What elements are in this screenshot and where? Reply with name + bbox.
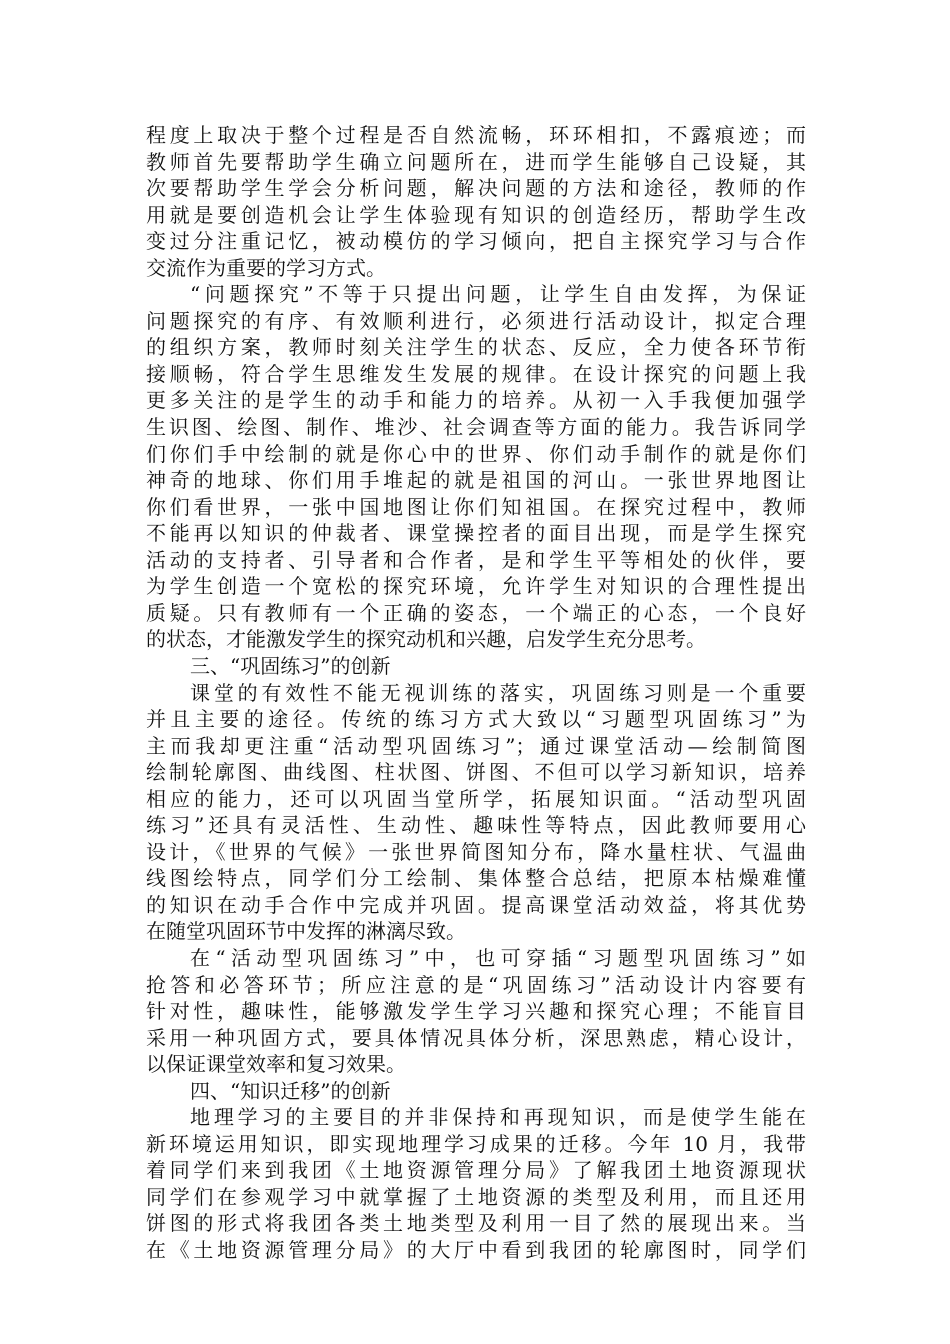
text-line: 新环境运用知识，即实现地理学习成果的迁移。今年 10 月，我带	[146, 1132, 806, 1156]
text-line: 教师首先要帮助学生确立问题所在，进而学生能够自己设疑，其	[146, 150, 806, 174]
text-line: 活动的支持者、引导者和合作者，是和学生平等相处的伙伴，要	[146, 548, 806, 572]
text-line: 的状态，才能激发学生的探究动机和兴趣，启发学生充分思考。	[146, 627, 706, 651]
text-line: 生识图、绘图、制作、堆沙、社会调查等方面的能力。我告诉同学	[146, 415, 806, 439]
text-line: 饼图的形式将我团各类土地类型及利用一目了然的展现出来。当	[146, 1211, 806, 1235]
text-line: 的知识在动手合作中完成并巩固。提高课堂活动效益，将其优势	[146, 893, 806, 917]
text-line: 你们看世界，一张中国地图让你们知祖国。在探究过程中，教师	[146, 495, 806, 519]
section-heading: 四、“知识迁移”的创新	[190, 1079, 391, 1103]
text-line: 质疑。只有教师有一个正确的姿态，一个端正的心态，一个良好	[146, 601, 806, 625]
text-line: 不能再以知识的仲裁者、课堂操控者的面目出现，而是学生探究	[146, 521, 806, 545]
text-line: 交流作为重要的学习方式。	[146, 256, 386, 280]
text-line: 神奇的地球、你们用手堆起的就是祖国的河山。一张世界地图让	[146, 468, 806, 492]
text-line: 课堂的有效性不能无视训练的落实，巩固练习则是一个重要	[190, 681, 806, 705]
text-line: 的组织方案，教师时刻关注学生的状态、反应，全力使各环节衔	[146, 335, 806, 359]
text-line: 接顺畅，符合学生思维发生发展的规律。在设计探究的问题上我	[146, 362, 806, 386]
text-line: 针对性，趣味性，能够激发学生学习兴趣和探究心理；不能盲目	[146, 999, 806, 1023]
text-line: 在“活动型巩固练习”中，也可穿插“习题型巩固练习”如	[190, 946, 806, 970]
text-line: 设计，《世界的气候》一张世界简图知分布，降水量柱状、气温曲	[146, 840, 806, 864]
text-line: 次要帮助学生学会分析问题，解决问题的方法和途径，教师的作	[146, 176, 806, 200]
text-line: 以保证课堂效率和复习效果。	[146, 1052, 406, 1076]
text-line: 绘制轮廓图、曲线图、柱状图、饼图、不但可以学习新知识，培养	[146, 760, 806, 784]
text-line: “问题探究”不等于只提出问题，让学生自由发挥，为保证	[190, 282, 806, 306]
text-line: 更多关注的是学生的动手和能力的培养。从初一入手我便加强学	[146, 388, 806, 412]
text-line: 地理学习的主要目的并非保持和再现知识，而是使学生能在	[190, 1105, 806, 1129]
text-line: 们你们手中绘制的就是你心中的世界、你们动手制作的就是你们	[146, 442, 806, 466]
text-line: 并且主要的途径。传统的练习方式大致以“习题型巩固练习”为	[146, 707, 806, 731]
text-line: 变过分注重记忆，被动模仿的学习倾向，把自主探究学习与合作	[146, 229, 806, 253]
text-line: 用就是要创造机会让学生体验现有知识的创造经历，帮助学生改	[146, 203, 806, 227]
section-heading: 三、“巩固练习”的创新	[190, 654, 391, 678]
text-line: 着同学们来到我团《土地资源管理分局》了解我团土地资源现状	[146, 1158, 806, 1182]
text-line: 同学们在参观学习中就掌握了土地资源的类型及利用，而且还用	[146, 1185, 806, 1209]
text-line: 为学生创造一个宽松的探究环境，允许学生对知识的合理性提出	[146, 574, 806, 598]
text-line: 采用一种巩固方式，要具体情况具体分析，深思熟虑，精心设计，	[146, 1026, 806, 1050]
text-line: 抢答和必答环节；所应注意的是“巩固练习”活动设计内容要有	[146, 973, 806, 997]
text-line: 程度上取决于整个过程是否自然流畅，环环相扣，不露痕迹；而	[146, 123, 806, 147]
text-line: 问题探究的有序、有效顺利进行，必须进行活动设计，拟定合理	[146, 309, 806, 333]
text-line: 线图绘特点，同学们分工绘制、集体整合总结，把原本枯燥难懂	[146, 866, 806, 890]
text-line: 在随堂巩固环节中发挥的淋漓尽致。	[146, 919, 466, 943]
text-line: 练习”还具有灵活性、生动性、趣味性等特点，因此教师要用心	[146, 813, 806, 837]
text-line: 在《土地资源管理分局》的大厅中看到我团的轮廓图时，同学们	[146, 1238, 806, 1262]
text-line: 相应的能力，还可以巩固当堂所学，拓展知识面。“活动型巩固	[146, 787, 806, 811]
text-line: 主而我却更注重“活动型巩固练习”；通过课堂活动—绘制简图	[146, 734, 806, 758]
